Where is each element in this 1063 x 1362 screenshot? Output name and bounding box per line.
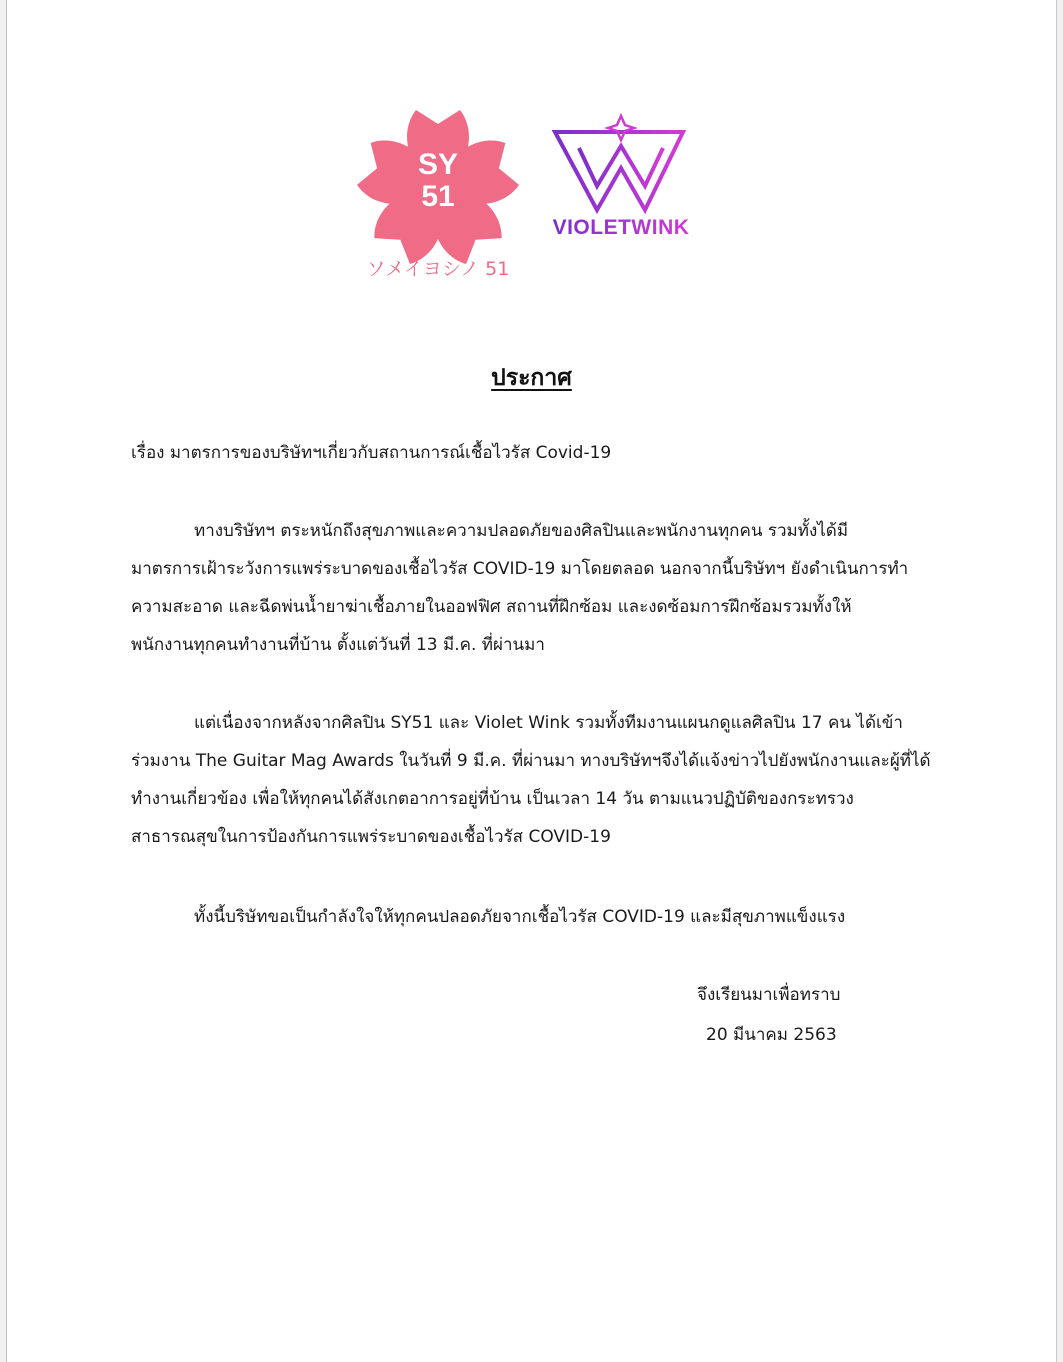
paragraph-1-line-4: พนักงานทุกคนทำงานที่บ้าน ตั้งแต่วันที่ 13 มี.ค. ที่ผ่านมา [131, 635, 545, 655]
sy51-logo-caption: ソメイヨシノ 51 [366, 258, 510, 280]
subject-line: เรื่อง มาตรการของบริษัทฯเกี่ยวกับสถานการณ์เชื้อไวรัส Covid-19 [131, 443, 612, 463]
paragraph-2-line-2: ร่วมงาน The Guitar Mag Awards ในวันที่ 9 มี.ค. ที่ผ่านมา ทางบริษัทฯจึงได้แจ้งข่าวไปยังพนักงานและผู้ที่ได้ [131, 751, 931, 771]
sy51-logo-bottom-text: 51 [421, 180, 455, 213]
paragraph-2-line-3: ทำงานเกี่ยวข้อง เพื่อให้ทุกคนได้สังเกตอาการอยู่ที่บ้าน เป็นเวลา 14 วัน ตามแนวปฏิบัติของกระทรวง [131, 789, 854, 809]
paragraph-1-line-2: มาตรการเฝ้าระวังการแพร่ระบาดของเชื้อไวรัส COVID-19 มาโดยตลอด นอกจากนี้บริษัทฯ ยังดำเนินการทำ [131, 559, 909, 579]
violetwink-logo [545, 110, 705, 240]
closing-line: จึงเรียนมาเพื่อทราบ [697, 985, 841, 1005]
paragraph-3-line-1: ทั้งนี้บริษัทขอเป็นกำลังใจให้ทุกคนปลอดภัยจากเชื้อไวรัส COVID-19 และมีสุขภาพแข็งแรง [194, 907, 846, 927]
violetwink-wordmark: VIOLETWINK [552, 216, 690, 239]
document-title: ประกาศ [491, 365, 572, 391]
sparkle-icon [608, 116, 634, 140]
document-date: 20 มีนาคม 2563 [706, 1025, 837, 1045]
paragraph-2-line-4: สาธารณสุขในการป้องกันการแพร่ระบาดของเชื้อไวรัส COVID-19 [131, 827, 611, 847]
sy51-logo-top-text: SY [417, 148, 459, 181]
page-left-edge [0, 0, 7, 1362]
paragraph-2-line-1: แต่เนื่องจากหลังจากศิลปิน SY51 และ Violet Wink รวมทั้งทีมงานแผนกดูแลศิลปิน 17 คน ได้เข้า [194, 713, 903, 733]
paragraph-1-line-1: ทางบริษัทฯ ตระหนักถึงสุขภาพและความปลอดภัยของศิลปินและพนักงานทุกคน รวมทั้งได้มี [194, 521, 849, 541]
sy51-logo [352, 100, 524, 282]
page-right-edge [1056, 0, 1063, 1362]
paragraph-1-line-3: ความสะอาด และฉีดพ่นน้ำยาฆ่าเชื้อภายในออฟฟิศ สถานที่ฝึกซ้อม และงดซ้อมการฝึกซ้อมรวมทั้งให้ [131, 597, 852, 617]
